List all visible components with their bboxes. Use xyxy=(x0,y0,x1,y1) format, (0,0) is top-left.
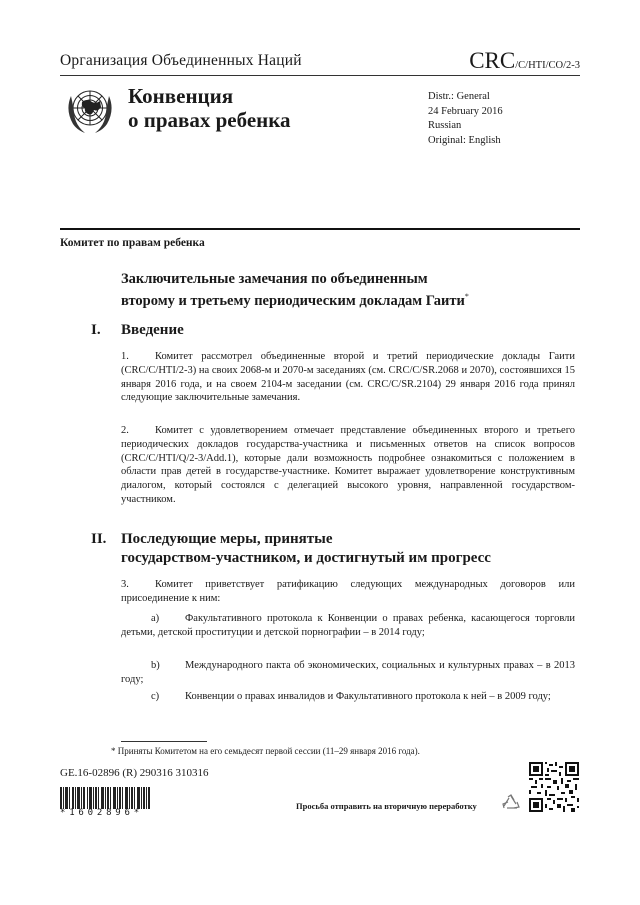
paragraph-2 xyxy=(121,424,575,507)
subitem-label: a) xyxy=(151,613,160,624)
subitem-b xyxy=(121,659,575,687)
title-line-2: второму и третьему периодическим докладам Гаити* xyxy=(121,292,469,309)
footnote: * Приняты Комитетом на его семьдесят первой сессии (11–29 января 2016 года). xyxy=(111,746,420,756)
convention-line-2: о правах ребенка xyxy=(128,108,291,132)
convention-line-1: Конвенция xyxy=(128,84,234,108)
organization-name: Организация Объединенных Наций xyxy=(60,52,302,69)
subitem-label: b) xyxy=(151,660,160,671)
job-number: GE.16-02896 (R) 290316 310316 xyxy=(60,767,209,779)
convention-title xyxy=(128,84,291,132)
subitem-text: Факультативного протокола к Конвенции о правах ребенка, касающегося торговли детьми, детской проституции и детской порнографии – в 2014 году; xyxy=(121,613,575,638)
section-number: I. xyxy=(91,322,101,338)
subitem-c xyxy=(121,690,575,704)
date-line: 24 February 2016 xyxy=(428,105,503,117)
paragraph-number: 1. xyxy=(121,351,129,362)
thick-rule xyxy=(60,228,580,230)
section-number: II. xyxy=(91,531,107,547)
paragraph-text: Комитет рассмотрел объединенные второй и третий периодические доклады Гаити (CRC/C/HTI/2-3) на своих 2068-м и 2070-м заседаниях (см. CRC/C/SR.2068 и 2070), состоявшихся 15 января 2016 года, и на своем 2104-м заседании (см. CRC/C/SR.2104) 29 января 2016 года принял следующие заключительные замечания. xyxy=(121,351,575,404)
recycle-icon xyxy=(500,793,522,815)
distr-line: Distr.: General xyxy=(428,91,490,102)
paragraph-3 xyxy=(121,578,575,606)
section-title-line-1: Последующие меры, принятые xyxy=(121,531,333,547)
footnote-marker[interactable]: * xyxy=(464,292,469,301)
symbol-main: CRC xyxy=(469,48,516,73)
paragraph-number: 2. xyxy=(121,425,129,436)
title-line-1: Заключительные замечания по объединенным xyxy=(121,271,428,287)
subitem-text: Международного пакта об экономических, социальных и культурных правах – в 2013 году; xyxy=(121,660,575,685)
original-line: Original: English xyxy=(428,134,501,146)
symbol-suffix: /C/HTI/CO/2-3 xyxy=(515,60,580,71)
header-rule xyxy=(60,75,580,76)
paragraph-text: Комитет приветствует ратификацию следующих международных договоров или присоединение к ним: xyxy=(121,579,575,604)
barcode-text: *1602896* xyxy=(60,808,143,818)
distribution-block xyxy=(428,90,503,148)
committee-name: Комитет по правам ребенка xyxy=(60,237,205,249)
subitem-a xyxy=(121,612,575,640)
section-title-line-2: государством-участником, и достигнутый им прогресс xyxy=(121,550,491,566)
qr-code-icon xyxy=(529,762,579,812)
paragraph-text: Комитет с удовлетворением отмечает представление объединенных второго и третьего периодических докладов государства-участника и письменных ответов на список вопросов (CRC/C/HTI/Q/2-3/Add.1), которые дали возможность подробнее ознакомиться с положением в области прав детей в государстве-участнике. Комитет выражает удовлетворение конструктивным диалогом, который состоялся с делегацией высокого уровня, направленной государством-участником. xyxy=(121,425,575,505)
section-title: Введение xyxy=(121,322,184,338)
recycle-note: Просьба отправить на вторичную переработку xyxy=(296,801,477,811)
language-line: Russian xyxy=(428,120,462,131)
document-title xyxy=(121,270,469,310)
paragraph-1 xyxy=(121,350,575,405)
paragraph-number: 3. xyxy=(121,579,129,590)
subitem-label: c) xyxy=(151,691,160,702)
un-emblem-icon xyxy=(62,82,118,138)
barcode-icon xyxy=(60,787,150,809)
subitem-text: Конвенции о правах инвалидов и Факультативного протокола к ней – в 2009 году; xyxy=(185,691,551,702)
footnote-rule xyxy=(121,741,207,742)
document-symbol xyxy=(469,48,580,74)
